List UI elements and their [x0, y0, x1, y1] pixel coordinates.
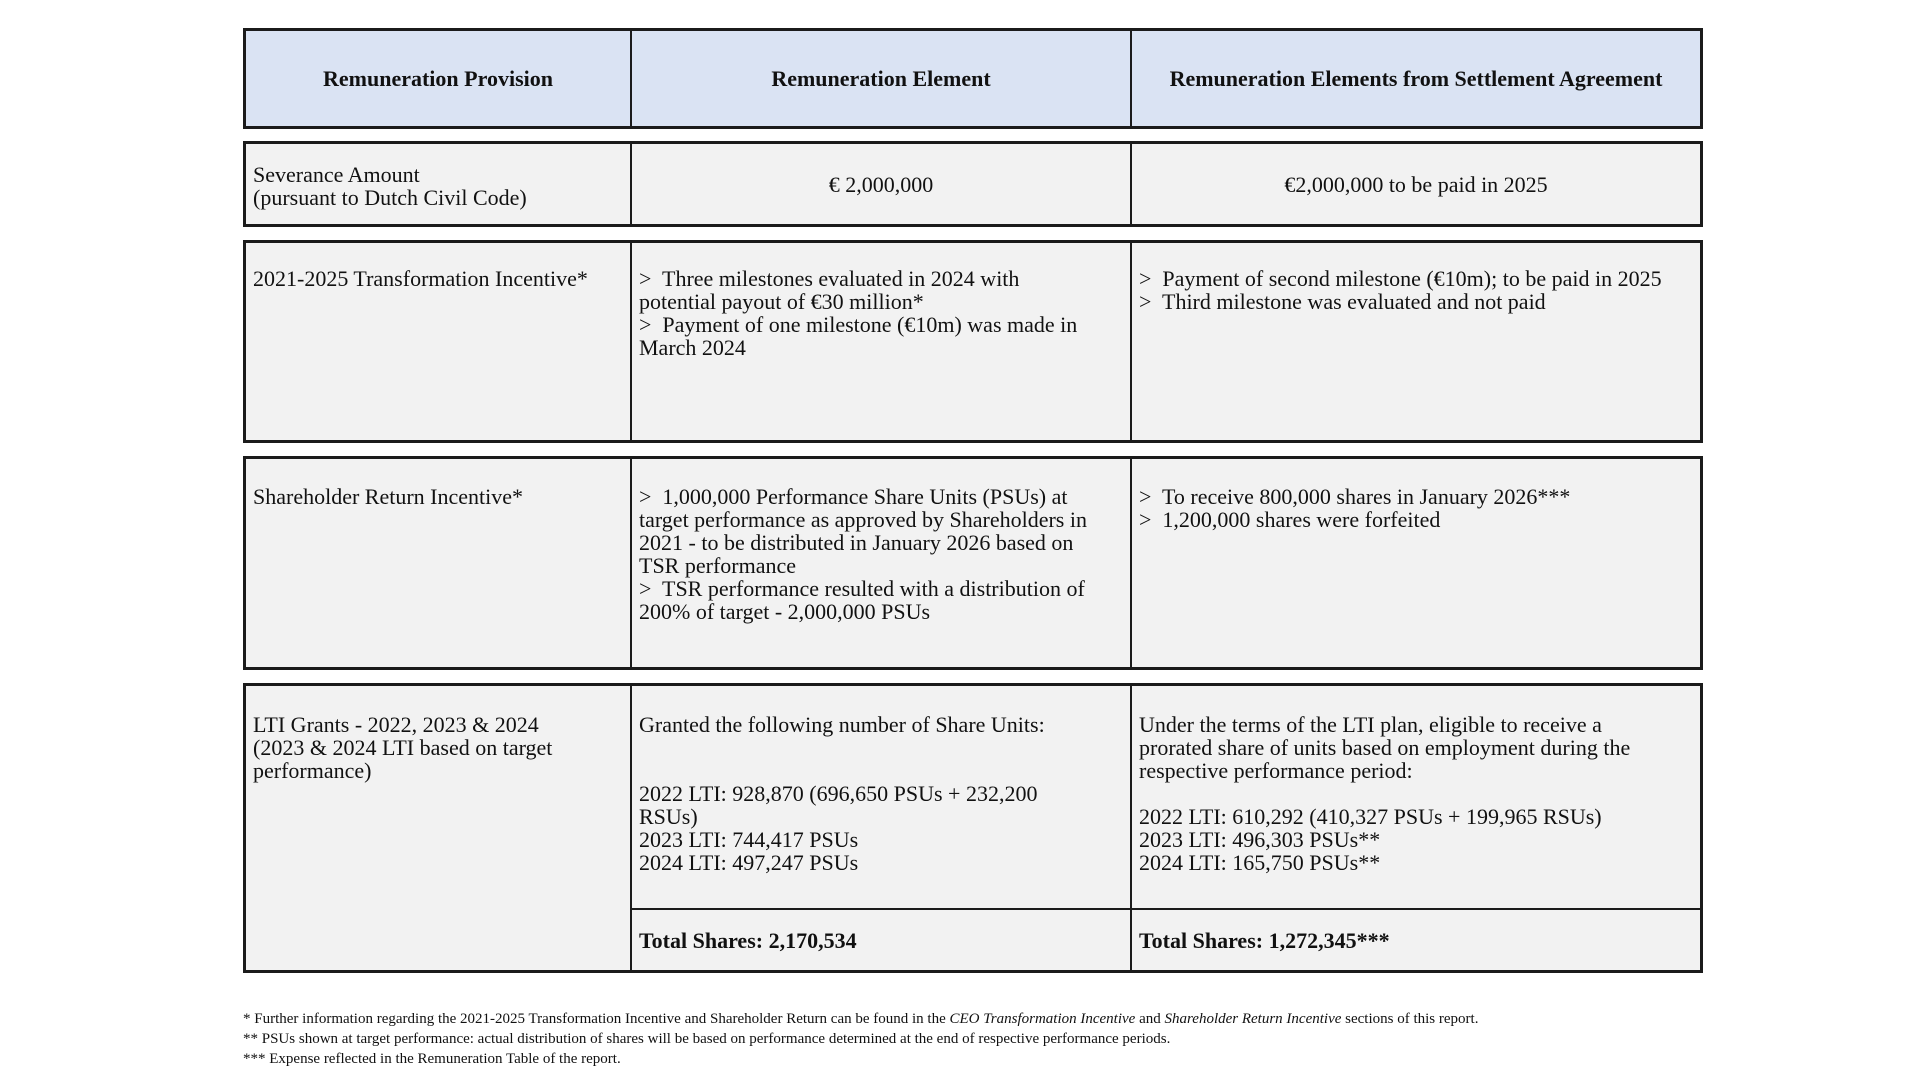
footnote-2: ** PSUs shown at target performance: actual distribution of shares will be based on performance determined at the end of respective performance periods. — [243, 1031, 1171, 1047]
footnote-ref-shareholder-return: Shareholder Return Incentive — [1164, 1011, 1342, 1027]
provision-line: 2021-2025 Transformation Incentive* — [253, 266, 588, 291]
provision-cell — [246, 144, 630, 224]
header-element: Remuneration Element — [630, 31, 1130, 126]
settlement-cell — [1130, 459, 1700, 667]
footnotes — [243, 1009, 1703, 1069]
element-line: 2024 LTI: 497,247 PSUs — [639, 850, 859, 875]
element-line: potential payout of €30 million* — [639, 289, 924, 314]
settlement-cell — [1130, 243, 1700, 440]
provision-line: LTI Grants - 2022, 2023 & 2024 — [253, 712, 539, 737]
provision-line: (pursuant to Dutch Civil Code) — [253, 185, 527, 210]
table-header — [243, 28, 1703, 129]
element-total: Total Shares: 2,170,534 — [630, 908, 1130, 970]
table-row-lti-grants — [243, 683, 1703, 973]
provision-cell — [246, 243, 630, 440]
element-line: target performance as approved by Shareholders in — [639, 507, 1087, 532]
element-line: March 2024 — [639, 335, 746, 360]
footnote-text: and — [1135, 1011, 1165, 1027]
element-line: 2023 LTI: 744,417 PSUs — [639, 827, 859, 852]
provision-cell — [246, 686, 630, 970]
settlement-line: 2024 LTI: 165,750 PSUs** — [1139, 850, 1381, 875]
element-line: TSR performance — [639, 553, 796, 578]
provision-line: performance) — [253, 758, 372, 783]
settlement-line: 2022 LTI: 610,292 (410,327 PSUs + 199,965 RSUs) — [1139, 804, 1602, 829]
element-intro: Granted the following number of Share Units: — [639, 712, 1045, 737]
spacer — [639, 736, 1123, 782]
element-line: 200% of target - 2,000,000 PSUs — [639, 599, 931, 624]
settlement-total: Total Shares: 1,272,345*** — [1130, 908, 1700, 970]
header-settlement: Remuneration Elements from Settlement Agreement — [1130, 31, 1700, 126]
element-line: 2022 LTI: 928,870 (696,650 PSUs + 232,200 — [639, 781, 1038, 806]
provision-cell — [246, 459, 630, 667]
settlement-line: > To receive 800,000 shares in January 2026*** — [1139, 484, 1571, 509]
spacer — [1139, 782, 1693, 805]
element-line: RSUs) — [639, 804, 698, 829]
element-line: > 1,000,000 Performance Share Units (PSUs) at — [639, 484, 1068, 509]
footnote-text: sections of this report. — [1341, 1011, 1479, 1027]
element-cell — [630, 459, 1130, 667]
element-cell: € 2,000,000 — [630, 144, 1130, 224]
element-line: > Payment of one milestone (€10m) was made in — [639, 312, 1078, 337]
element-cell — [630, 243, 1130, 440]
settlement-cell: €2,000,000 to be paid in 2025 — [1130, 144, 1700, 224]
element-line: > Three milestones evaluated in 2024 with — [639, 266, 1020, 291]
table-row-transformation-incentive — [243, 240, 1703, 443]
table-row-shareholder-return — [243, 456, 1703, 670]
settlement-cell — [1130, 686, 1700, 908]
settlement-line: 2023 LTI: 496,303 PSUs** — [1139, 827, 1381, 852]
settlement-line: > 1,200,000 shares were forfeited — [1139, 507, 1441, 532]
settlement-line: > Payment of second milestone (€10m); to be paid in 2025 — [1139, 266, 1662, 291]
settlement-line: > Third milestone was evaluated and not paid — [1139, 289, 1546, 314]
settlement-intro-line: Under the terms of the LTI plan, eligible to receive a — [1139, 712, 1602, 737]
table-row-severance — [243, 141, 1703, 227]
settlement-intro-line: respective performance period: — [1139, 758, 1413, 783]
footnote-1 — [243, 1009, 1703, 1029]
footnote-3: *** Expense reflected in the Remuneration Table of the report. — [243, 1051, 621, 1067]
footnote-ref-ceo-transformation: CEO Transformation Incentive — [949, 1011, 1136, 1027]
provision-line: (2023 & 2024 LTI based on target — [253, 735, 553, 760]
header-provision: Remuneration Provision — [323, 66, 553, 91]
provision-line: Severance Amount — [253, 162, 420, 187]
footnote-text: * Further information regarding the 2021-2025 Transformation Incentive and Shareholder Return can be found in the — [243, 1011, 950, 1027]
element-line: > TSR performance resulted with a distribution of — [639, 576, 1085, 601]
provision-line: Shareholder Return Incentive* — [253, 484, 524, 509]
element-line: 2021 - to be distributed in January 2026 based on — [639, 530, 1074, 555]
element-cell — [630, 686, 1130, 908]
settlement-intro-line: prorated share of units based on employment during the — [1139, 735, 1631, 760]
